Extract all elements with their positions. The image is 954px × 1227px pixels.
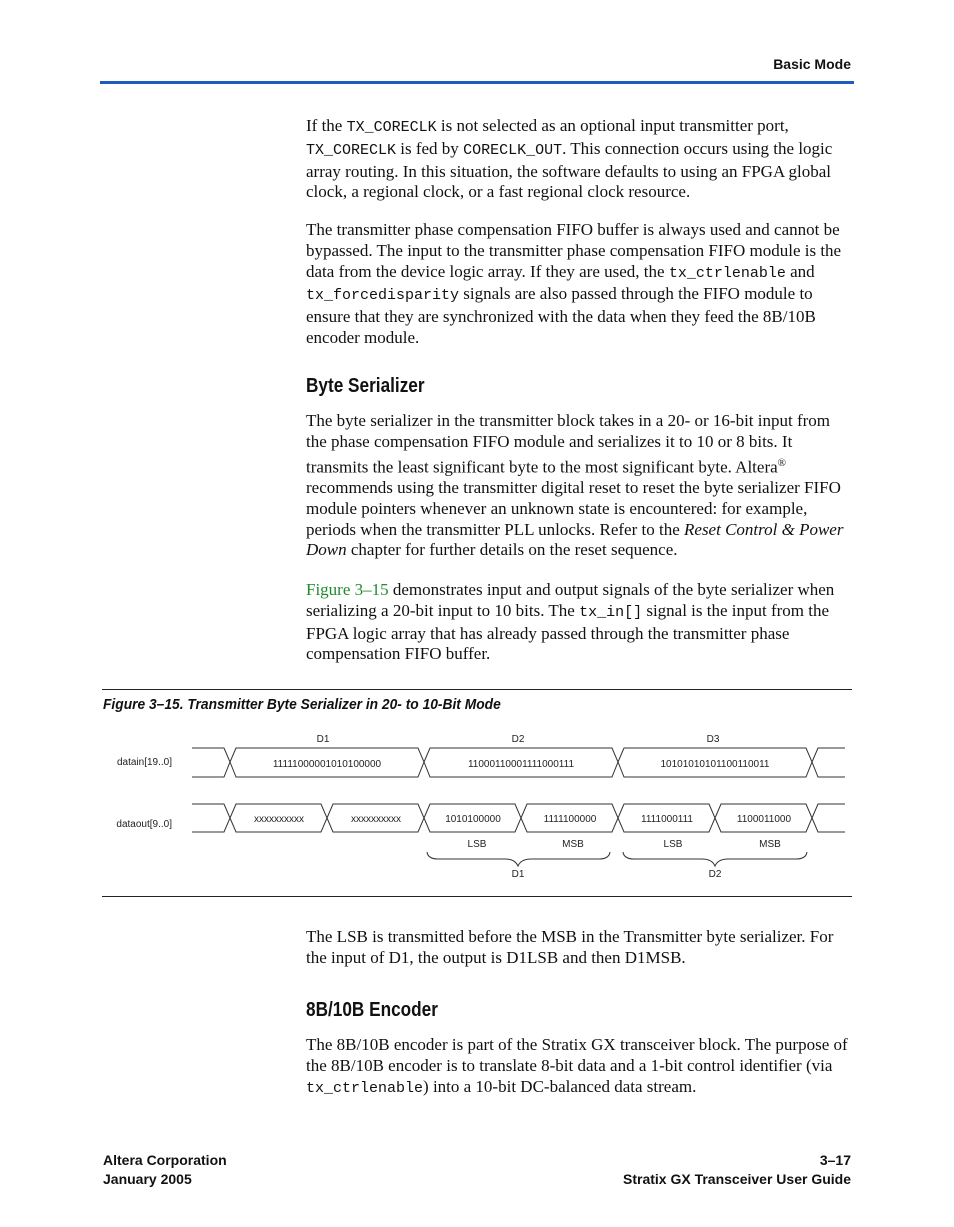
brace-group-label: D2 [708,869,722,880]
footer-company: Altera Corporation [103,1152,227,1168]
text: chapter for further details on the reset sequence. [346,540,678,560]
section-heading-8b10b-encoder: 8B/10B Encoder [306,999,438,1021]
data-word-label: D3 [706,734,720,745]
text: and [785,261,815,281]
data-word-label: D2 [511,734,525,745]
text: The byte serializer in the transmitter block takes in a 20- or 16-bit input from the phase compensation FIFO module and serializes it to 10 or 8 bits. It transmits the least significant byte to the most significant byte. Altera [306,411,831,477]
text: The LSB is transmitted before the MSB in the Transmitter byte serializer. For the input of D1, the output is D1LSB and then D1MSB. [306,927,834,967]
byte-order-label: MSB [759,839,781,850]
figure-link[interactable]: Figure 3–15 [306,580,389,599]
registered-mark: ® [777,456,787,469]
text: recommends using the transmitter digital reset to reset the byte serializer FIFO module pointers whenever an unknown state is encountered: for example, periods when the transmitter PLL unlocks. Refer to the [306,478,841,539]
figure-bottom-rule [102,896,852,897]
text: The 8B/10B encoder is part of the Stratix GX transceiver block. The purpose of the 8B/10B encoder is to translate 8-bit data and a 1-bit control identifier (via [306,1035,848,1075]
text: . This connection occurs using the logic array routing. In this situation, the software defaults to using an FPGA global clock, a regional clock, or a fast regional clock resource. [306,138,833,202]
dataout-value: 1100011000 [736,814,792,825]
italic-reference: Reset Control & Power Down [306,519,844,560]
section-heading-byte-serializer: Byte Serializer [306,375,425,397]
figure-caption: Figure 3–15. Transmitter Byte Serializer in 20- to 10-Bit Mode [103,696,501,713]
footer-page-number: 3–17 [819,1152,851,1168]
code-tx-coreclk: TX_CORECLK [306,141,397,159]
footer-date: January 2005 [103,1171,192,1187]
text: The transmitter phase compensation FIFO buffer is always used and cannot be bypassed. The input to the transmitter phase compensation FIFO module is the data from the device logic array. If they are used, the [306,220,842,281]
dataout-value: 1111100000 [543,814,597,825]
byte-order-label: MSB [562,839,584,850]
dataout-value: 1010100000 [445,814,501,825]
datain-value: 11000110001111000111 [467,759,575,770]
footer-left [103,1151,227,1189]
text: If the [306,116,347,135]
dataout-value: xxxxxxxxxx [351,814,401,825]
datain-signal-label: datain[19..0] [116,757,172,768]
text: is fed by [396,138,464,158]
brace-group-label: D1 [511,869,525,880]
code-tx-in: tx_in[] [579,603,643,621]
code-tx-ctrlenable: tx_ctrlenable [306,1079,424,1097]
data-word-label: D1 [316,734,330,745]
footer-right [623,1151,851,1189]
code-tx-ctrlenable: tx_ctrlenable [668,264,786,282]
byte-order-label: LSB [467,839,487,850]
text: ) into a 10-bit DC-balanced data stream. [423,1076,697,1096]
paragraph-encoder [306,1035,854,1099]
dataout-value: 1111000111 [641,814,693,825]
byte-order-label: LSB [663,839,683,850]
dataout-value: xxxxxxxxxx [254,814,304,825]
text: demonstrates input and output signals of the byte serializer when serializing a 20-bit input to 10 bits. The [306,580,835,620]
datain-value: 10101010101100110011 [660,759,770,770]
running-header-title: Basic Mode [773,56,851,72]
code-coreclk-out: CORECLK_OUT [463,141,563,159]
code-tx-forcedisparity: tx_forcedisparity [306,287,460,305]
dataout-signal-label: dataout[9..0] [116,819,172,830]
text: signals are also passed through the FIFO module to ensure that they are synchronized with the data when they feed the 8B/10B encoder module. [306,284,816,347]
paragraph-lsb-msb [306,927,854,969]
footer-guide-title: Stratix GX Transceiver User Guide [623,1171,851,1187]
text: is not selected as an optional input transmitter port, [436,116,789,135]
code-tx-coreclk: TX_CORECLK [346,119,437,136]
text: signal is the input from the FPGA logic array that has already passed through the transmitter phase compensation FIFO buffer. [306,600,830,664]
datain-value: 11111000001010100000 [272,759,382,770]
